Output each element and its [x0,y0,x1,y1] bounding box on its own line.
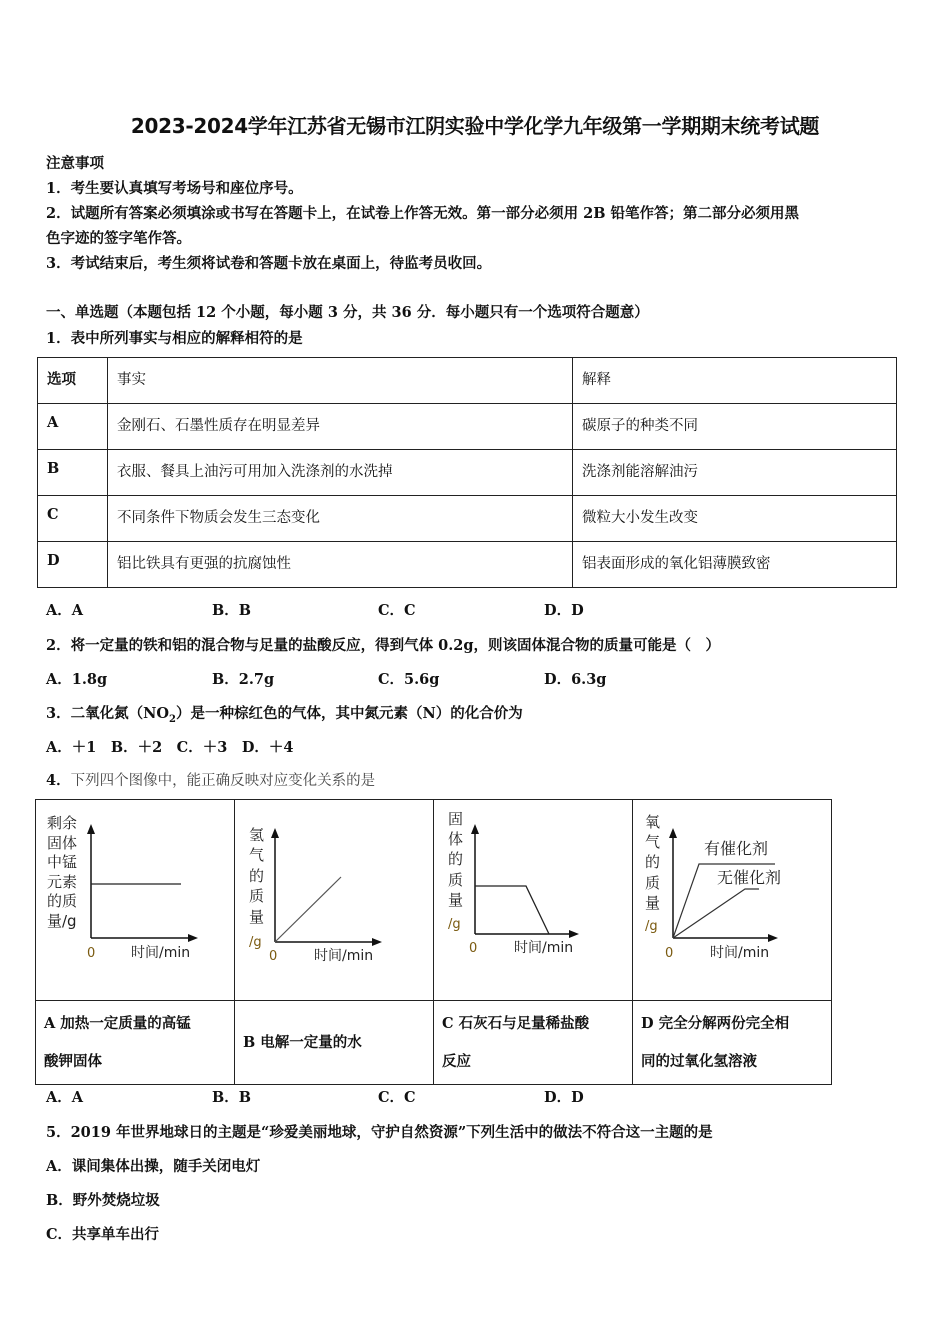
svg-text:中锰: 中锰 [47,853,78,871]
table-row [38,542,897,588]
graph-d-plot [633,800,831,996]
caption-c: C 石灰石与足量稀盐酸 反应 [434,1001,633,1085]
svg-text:气: 气 [249,846,265,864]
svg-text:/g: /g [249,935,262,950]
svg-text:固: 固 [448,810,464,828]
exam-title: 2023-2024学年江苏省无锡市江阴实验中学化学九年级第一学期期末统考试题 [130,114,820,138]
table-row [38,496,897,542]
header-explanation: 解释 [573,358,897,404]
row-explanation: 铝表面形成的氧化铝薄膜致密 [573,542,897,588]
choice-b[interactable]: B．B [212,602,252,619]
svg-text:质: 质 [448,871,464,889]
q3-subscript: 2 [168,713,176,725]
row-option: D [38,542,108,588]
notice-item-3: 3．考试结束后，考生须将试卷和答题卡放在桌面上，待监考员收回。 [46,255,492,272]
svg-text:时间/min: 时间/min [314,948,374,964]
q1-stem: 1．表中所列事实与相应的解释相符的是 [46,330,303,347]
q4-stem [46,769,375,790]
svg-text:/g: /g [448,917,461,932]
svg-text:氢: 氢 [249,826,265,844]
table-header-row [38,358,897,404]
row-explanation: 微粒大小发生改变 [573,496,897,542]
q1-choices [46,599,710,620]
arrow-icon [372,938,382,946]
graph-b-plot [235,800,433,996]
q4-number: 4． [46,772,71,789]
q3-stem-pre: 3．二氧化氮（NO [46,705,169,722]
graph-c-plot [434,800,632,996]
row-explanation: 洗涤剂能溶解油污 [573,450,897,496]
svg-text:的: 的 [249,867,265,885]
arrow-icon [471,824,479,834]
svg-text:量: 量 [448,891,464,909]
q5-option-b[interactable]: B．野外焚烧垃圾 [46,1192,160,1209]
table-row [38,404,897,450]
catalyst-label: 有催化剂 [704,839,769,858]
q1-table [37,357,897,588]
q5-option-a[interactable]: A．课间集体出操，随手关闭电灯 [46,1158,261,1175]
graph-a-plot [36,800,234,996]
svg-text:的: 的 [645,853,661,871]
row-fact: 不同条件下物质会发生三态变化 [108,496,573,542]
choice-b[interactable]: B．B [212,1089,252,1106]
graph-d [633,800,832,1001]
svg-text:元素: 元素 [47,873,78,891]
svg-text:0: 0 [469,941,478,956]
svg-text:时间/min: 时间/min [514,940,574,956]
notice-item-1: 1．考生要认真填写考场号和座位序号。 [46,180,303,197]
choice-c[interactable]: C．C [378,1089,416,1106]
choice-b[interactable]: B．2.7g [212,671,275,688]
notice-heading: 注意事项 [46,155,104,172]
choice-d[interactable]: D．D [544,602,584,619]
svg-text:的: 的 [448,850,464,868]
svg-text:气: 气 [645,833,661,851]
row-explanation: 碳原子的种类不同 [573,404,897,450]
no-catalyst-label: 无催化剂 [717,868,782,887]
choice-a[interactable]: A．A [46,1089,84,1106]
svg-text:时间/min: 时间/min [710,945,770,961]
svg-text:量/g: 量/g [47,912,77,930]
row-fact: 铝比铁具有更强的抗腐蚀性 [108,542,573,588]
q3-stem [46,702,523,725]
q4-graph-table [35,799,832,1085]
choice-a[interactable]: A．A [46,602,84,619]
row-fact: 金刚石、石墨性质存在明显差异 [108,404,573,450]
caption-d: D 完全分解两份完全相 同的过氧化氢溶液 [633,1001,832,1085]
choice-d[interactable]: D．D [544,1089,584,1106]
svg-text:氧: 氧 [645,813,661,831]
arrow-icon [569,930,579,938]
svg-text:剩余: 剩余 [47,814,78,832]
caption-a: A 加热一定质量的高锰 酸钾固体 [36,1001,235,1085]
q5-stem: 5．2019 年世界地球日的主题是“珍爱美丽地球，守护自然资源”下列生活中的做法不符合这一主题的是 [46,1124,713,1141]
arrow-icon [669,828,677,838]
svg-text:质: 质 [645,874,661,892]
svg-text:/g: /g [645,919,658,934]
arrow-icon [768,934,778,942]
svg-text:质: 质 [249,887,265,905]
choice-c[interactable]: C．5.6g [378,671,440,688]
svg-text:的质: 的质 [47,892,78,910]
table-row [38,450,897,496]
svg-text:0: 0 [269,949,278,964]
svg-text:0: 0 [665,946,674,961]
graph-b [235,800,434,1001]
svg-text:量: 量 [645,894,661,912]
notice-item-2: 2．试题所有答案必须填涂或书写在答题卡上，在试卷上作答无效。第一部分必须用 2B 铅笔作答；第二部分必须用黑 [46,205,800,222]
notice-item-2-cont: 色字迹的签字笔作答。 [46,230,191,247]
choice-c[interactable]: C．C [378,602,416,619]
q4-choices [46,1086,710,1107]
header-fact: 事实 [108,358,573,404]
row-option: C [38,496,108,542]
svg-text:体: 体 [448,830,464,848]
svg-text:固体: 固体 [47,834,78,852]
svg-text:量: 量 [249,908,265,926]
row-option: A [38,404,108,450]
q5-option-c[interactable]: C．共享单车出行 [46,1226,160,1243]
svg-text:时间/min: 时间/min [131,945,191,961]
graph-a [36,800,235,1001]
arrow-icon [188,934,198,942]
q3-stem-post: ）是一种棕红色的气体，其中氮元素（N）的化合价为 [175,705,523,722]
q2-stem: 2．将一定量的铁和铝的混合物与足量的盐酸反应，得到气体 0.2g，则该固体混合物的质量可能是（ ） [46,637,720,654]
q3-choices[interactable]: A．＋1 B．＋2 C．＋3 D．＋4 [46,739,294,756]
arrow-icon [271,828,279,838]
q4-stem-text: 下列四个图像中，能正确反映对应变化关系的是 [70,773,376,789]
arrow-icon [87,824,95,834]
choice-a[interactable]: A．1.8g [46,671,108,688]
svg-text:0: 0 [87,946,96,961]
section-heading: 一、单选题（本题包括 12 个小题，每小题 3 分，共 36 分．每小题只有一个选项符合题意） [46,304,649,321]
row-option: B [38,450,108,496]
caption-b: B 电解一定量的水 [235,1001,434,1085]
header-option: 选项 [38,358,108,404]
graph-c [434,800,633,1001]
q2-choices [46,668,710,689]
choice-d[interactable]: D．6.3g [544,671,607,688]
row-fact: 衣服、餐具上油污可用加入洗涤剂的水洗掉 [108,450,573,496]
